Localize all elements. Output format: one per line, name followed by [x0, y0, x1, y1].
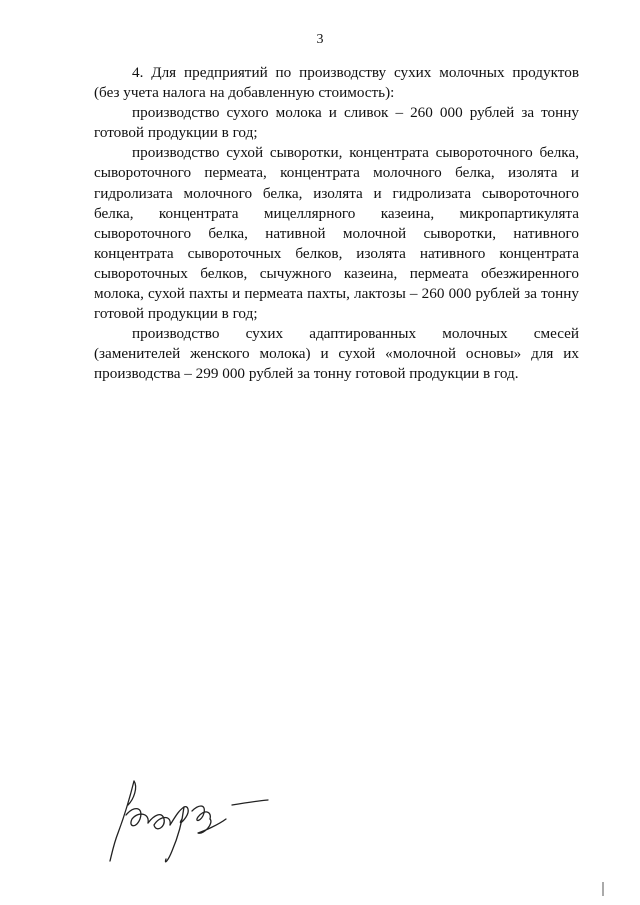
- document-body: [94, 63, 579, 385]
- paragraph-dry-milk-cream: производство сухого молока и сливок – 260 000 рублей за тонну готовой продукции в год;: [94, 104, 579, 142]
- paragraph-infant-formula: производство сухих адаптированных молочных смесей (заменителей женского молока) и сухой «молочной основы» для их производства – 299 000 рублей за тонну готовой продукции в год.: [94, 325, 579, 383]
- scan-mark: [600, 882, 606, 896]
- page-number: 3: [316, 32, 324, 47]
- paragraph-dry-dairy-intro: 4. Для предприятий по производству сухих молочных продуктов (без учета налога на добавленную стоимость):: [94, 64, 579, 102]
- handwritten-signature: [108, 775, 278, 870]
- paragraph-dry-whey-products: производство сухой сыворотки, концентрата сывороточного белка, сывороточного пермеата, концентрата молочного белка, изолята и гидролизата молочного белка, изолята и гидролизата сывороточного белка, концентрата мицеллярного казеина, микропартикулята сывороточного белка, нативной молочной сыворотки, нативного концентрата сывороточных белков, изолята нативного концентрата сывороточных белков, сычужного казеина, пермеата обезжиренного молока, сухой пахты и пермеата пахты, лактозы – 260 000 рублей за тонну готовой продукции в год;: [94, 144, 579, 323]
